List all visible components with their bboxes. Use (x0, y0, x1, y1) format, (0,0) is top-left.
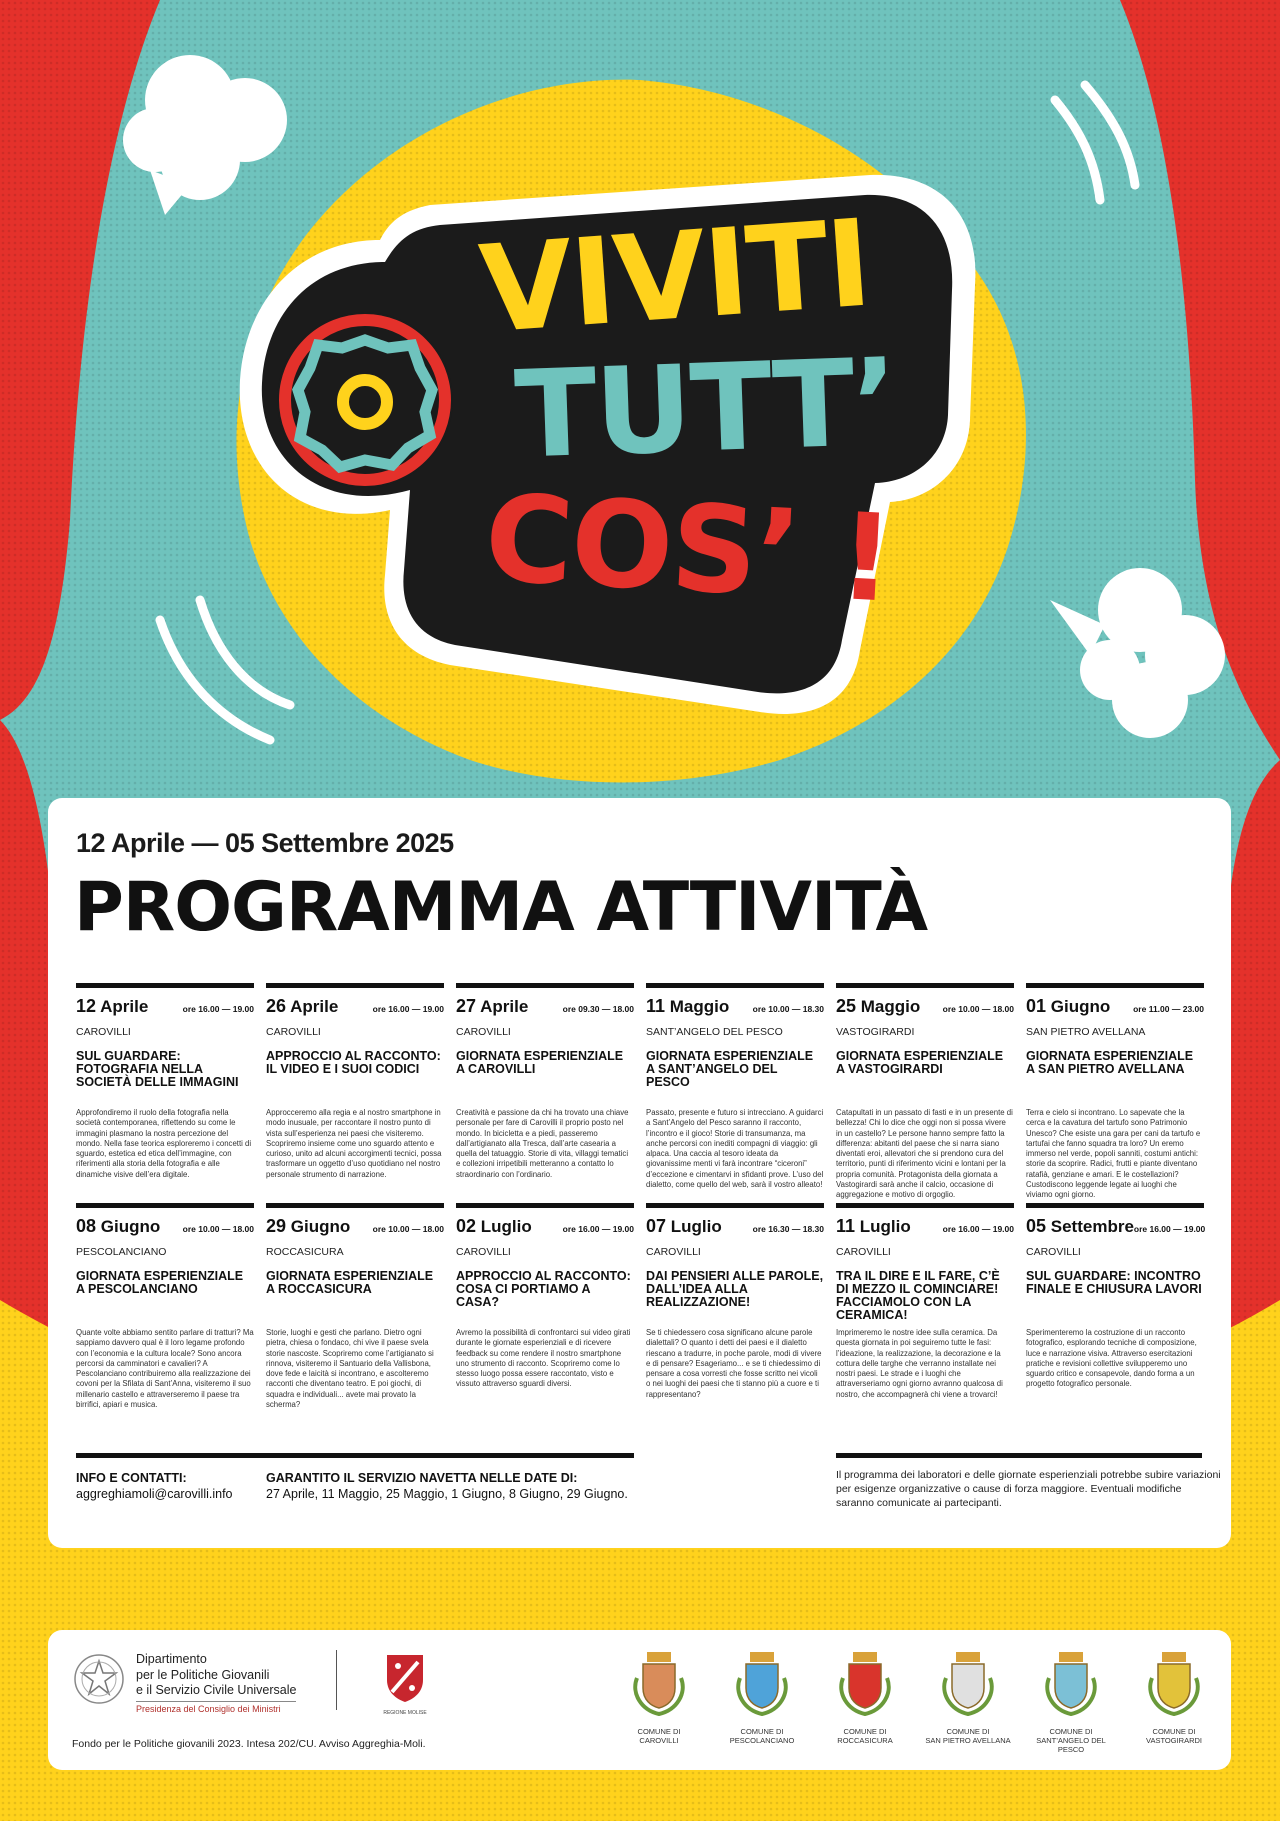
program-title: PROGRAMMA ATTIVITÀ (74, 868, 928, 947)
event-month: Giugno (1050, 997, 1111, 1016)
event-time: ore 09.30 — 18.00 (562, 1004, 634, 1014)
event-place: CAROVILLI (646, 1246, 701, 1258)
event-header (266, 996, 444, 1018)
event-time: ore 16.30 — 18.30 (752, 1224, 824, 1234)
event-date (646, 996, 729, 1017)
event-place: CAROVILLI (456, 1246, 511, 1258)
event-date (76, 996, 148, 1017)
municipality-prefix: COMUNE DI (740, 1727, 784, 1736)
program-note: Il programma dei laboratori e delle giornate esperienziali potrebbe subire variazioni per esigenze organizzative o cause di forza maggiore. Eventuali modifiche saranno comunicate ai partecipanti. (836, 1469, 1221, 1510)
event-title: GIORNATA ESPERIENZIALE A SANT’ANGELO DEL PESCO (646, 1049, 814, 1090)
event-place: SAN PIETRO AVELLANA (1026, 1026, 1146, 1038)
event-header (76, 996, 254, 1018)
event-title: TRA IL DIRE E IL FARE, C’È DI MEZZO IL COMINCIARE! FACCIAMOLO CON LA CERAMICA! (836, 1269, 1000, 1323)
event-card (76, 1203, 254, 1410)
event-title: DAI PENSIERI ALLE PAROLE, DALL’IDEA ALLA REALIZZAZIONE! (646, 1269, 824, 1310)
event-description: Sperimenteremo la costruzione di un racconto fotografico, esplorando tecniche di composizione, luce e narrazione visiva. Attraverso esercitazioni pratiche e revisioni collettive svilupperemo uno sguardo critico e consapevole, dando forma a un progetto fotografico personale. (1026, 1328, 1197, 1389)
event-time: ore 10.00 — 18.00 (942, 1004, 1014, 1014)
event-card (266, 983, 444, 1180)
event-day: 27 (456, 996, 477, 1016)
event-description: Avremo la possibilità di confrontarci sui video girati durante le giornate esperienziali e di ricevere feedback su come rendere il nostro smartphone uno strumento di racconto. Scopriremo come lo stesso luogo possa essere raccontato, visto e vissuto attraverso sguardi diversi. (456, 1328, 631, 1389)
event-place: CAROVILLI (1026, 1246, 1081, 1258)
event-description: Imprimeremo le nostre idee sulla ceramica. Da questa giornata in poi seguiremo tutte le fasi: l’ideazione, la realizzazione, la decorazione e la cottura delle targhe che verranno installate nei nostri paesi. Le strade e i luoghi che attraverseriamo ogni giorno avranno qualcosa di nostro, che accompagnerà chi viene a trovarci! (836, 1328, 1003, 1399)
event-title: SUL GUARDARE: FOTOGRAFIA NELLA SOCIETÀ DELLE IMMAGINI (76, 1049, 239, 1090)
event-month: Maggio (860, 997, 921, 1016)
municipality-prefix: COMUNE DI (637, 1727, 681, 1736)
program-panel (48, 798, 1231, 1548)
event-time: ore 10.00 — 18.30 (752, 1004, 824, 1014)
event-day: 26 (266, 996, 287, 1016)
event-title: GIORNATA ESPERIENZIALE A SAN PIETRO AVELLANA (1026, 1049, 1194, 1077)
event-day: 12 (76, 996, 97, 1016)
event-card (76, 983, 254, 1180)
municipality-crest (717, 1648, 807, 1745)
municipality-name: PESCOLANCIANO (729, 1736, 795, 1745)
municipality-crest (1129, 1648, 1219, 1745)
event-month: Settembre (1050, 1217, 1134, 1236)
municipality-prefix: COMUNE DI (843, 1727, 887, 1736)
event-date (1026, 996, 1110, 1017)
department-name (136, 1652, 296, 1702)
event-day: 02 (456, 1216, 477, 1236)
crest-icon (1039, 1648, 1103, 1718)
footer-panel (48, 1630, 1231, 1770)
presidenza-label: Presidenza del Consiglio dei Ministri (136, 1704, 281, 1714)
event-place: CAROVILLI (266, 1026, 321, 1038)
event-header (456, 996, 634, 1018)
fondo-text: Fondo per le Politiche giovanili 2023. Intesa 202/CU. Avviso Aggreghia-Moli. (72, 1738, 426, 1750)
municipality-crest (614, 1648, 704, 1745)
event-time: ore 16.00 — 19.00 (942, 1224, 1014, 1234)
event-day: 11 (836, 1216, 856, 1236)
event-description: Quante volte abbiamo sentito parlare di tratturi? Ma sappiamo davvero qual è il loro legame profondo con l’economia e la cultura locale? Sono ancora percorsi da camminatori e cavalieri? A Pescolanciano contribuiremo alla realizzazione dei covoni per la Sfilata di Sant’Anna, visiteremo il suo millenario castello e attraverseremo il paese tra birrifici, apiari e musica. (76, 1328, 254, 1409)
event-time: ore 16.00 — 19.00 (372, 1004, 444, 1014)
logo-line-cos: COS’ ! (481, 469, 895, 630)
info-email[interactable]: aggreghiamoli@carovilli.info (76, 1487, 233, 1501)
event-description: Approfondiremo il ruolo della fotografia nella società contemporanea, riflettendo su come le immagini plasmano la nostra percezione del mondo. Nella fase teorica esploreremo i concetti di sguardo, estetica ed etica dell’immagine, con riferimenti alla storia della fotografia e alle dinamiche visive dell’era digitale. (76, 1108, 252, 1179)
event-month: Luglio (670, 1217, 722, 1236)
event-place: CAROVILLI (76, 1026, 131, 1038)
event-header (1026, 996, 1204, 1018)
event-header (456, 1216, 634, 1238)
event-header (646, 1216, 824, 1238)
event-title: GIORNATA ESPERIENZIALE A ROCCASICURA (266, 1269, 434, 1297)
event-day: 25 (836, 996, 857, 1016)
event-place: PESCOLANCIANO (76, 1246, 167, 1258)
event-description: Catapultati in un passato di fasti e in un presente di bellezza! Chi lo dice che oggi non si possa vivere in un castello? Le persone hanno sempre fatto la differenza: abitanti del paese che si narra siano diventati eroi, allevatori che si prendono cura del territorio, punti di riferimento vicini e lontani per la propria comunità. Protagonista della giornata a Vastogirardi sarà anche il calcio, occasione di aggregazione e motivo di orgoglio. (836, 1108, 1013, 1200)
municipality-label (614, 1727, 704, 1745)
dept-line-3: e il Servizio Civile Universale (136, 1683, 297, 1698)
event-date (646, 1216, 722, 1237)
event-card (456, 983, 634, 1180)
event-description: Approcceremo alla regia e al nostro smartphone in modo inusuale, per raccontare il nostro punto di vista sull’esperienza nei paesi che visiteremo. Scopriremo insieme come uno sguardo attento e curioso, unito ad alcuni accorgimenti tecnici, possa trasformare un oggetto d’uso quotidiano nel nostro personale strumento di narrazione. (266, 1108, 442, 1179)
event-date (266, 1216, 350, 1237)
event-date (266, 996, 338, 1017)
event-place: SANT’ANGELO DEL PESCO (646, 1026, 783, 1038)
event-header (76, 1216, 254, 1238)
event-month: Aprile (100, 997, 149, 1016)
regione-molise-shield-icon (384, 1652, 426, 1704)
event-description: Storie, luoghi e gesti che parlano. Dietro ogni pietra, chiesa o fondaco, chi vive il paese svela storie nascoste. Scopriremo come l’artigianato si rinnova, visiteremo il Santuario della Vallisbona, dove fede e laicità si incontrano, e ascolteremo racconti che diventano teatro. E poi giochi, di squadra e individuali... avete mai provato la scherma? (266, 1328, 434, 1409)
logo-line-tutt: TUTT’ (512, 333, 899, 486)
event-card (266, 1203, 444, 1410)
event-date (456, 996, 528, 1017)
municipality-label (820, 1727, 910, 1745)
info-divider (76, 1453, 634, 1458)
shuttle-label: GARANTITO IL SERVIZIO NAVETTA NELLE DATE DI: (266, 1471, 578, 1485)
event-description: Terra e cielo si incontrano. Lo sapevate che la cerca e la cavatura del tartufo sono Patrimonio Unesco? Che esiste una gara per cani da tartufo e tartufai che fanno squadra tra loro? Un eremo immerso nel verde, popoli sanniti, costumi antichi: storie da scoprire. Radici, frutti e piante diventano ratafià, genziane e amari. E le costellazioni? Custodiscono leggende legate ai luoghi che viviamo ogni giorno. (1026, 1108, 1201, 1200)
event-title: GIORNATA ESPERIENZIALE A PESCOLANCIANO (76, 1269, 244, 1297)
event-date (1026, 1216, 1134, 1237)
event-date (76, 1216, 160, 1237)
event-day: 05 (1026, 1216, 1047, 1236)
municipality-name: ROCCASICURA (837, 1736, 893, 1745)
event-title: GIORNATA ESPERIENZIALE A CAROVILLI (456, 1049, 624, 1077)
municipality-name: CAROVILLI (639, 1736, 679, 1745)
municipality-label (717, 1727, 807, 1745)
event-day: 29 (266, 1216, 287, 1236)
event-day: 11 (646, 996, 666, 1016)
municipality-name: VASTOGIRARDI (1146, 1736, 1202, 1745)
event-time: ore 11.00 — 23.00 (1133, 1004, 1204, 1014)
event-month: Giugno (290, 1217, 351, 1236)
program-dates: 12 Aprile — 05 Settembre 2025 (76, 828, 454, 858)
event-month: Giugno (100, 1217, 161, 1236)
event-title: GIORNATA ESPERIENZIALE A VASTOGIRARDI (836, 1049, 1004, 1077)
info-label: INFO E CONTATTI: (76, 1471, 187, 1485)
event-description: Creatività e passione da chi ha trovato una chiave personale per fare di Carovilli il proprio posto nel mondo. In bicicletta e a piedi, passeremo dall’artigianato alla Tresca, dall’arte casearia a quella del tatuaggio. Storie di vita, villaggi tematici e collezioni irripetibili metteranno a contatto lo straordinario con l’ordinario. (456, 1108, 629, 1179)
event-time: ore 10.00 — 18.00 (372, 1224, 444, 1234)
event-description: Se ti chiedessero cosa significano alcune parole dialettali? O quanto i detti dei paesi e il dialetto riescano a tradurre, in poche parole, modi di vivere e di pensare? Esageriamo... e se ti chiedessimo di pensare a cosa vorresti che fosse scritto nei vicoli o nei luoghi dei paesi che ti stanno più a cuore e ti rappresentano? (646, 1328, 822, 1399)
event-time: ore 16.00 — 19.00 (1133, 1224, 1206, 1234)
crest-icon (1142, 1648, 1206, 1718)
event-card (1026, 983, 1204, 1201)
event-place: CAROVILLI (836, 1246, 891, 1258)
logo-block (0, 0, 1280, 800)
crest-icon (627, 1648, 691, 1718)
event-day: 01 (1026, 996, 1047, 1016)
event-day: 07 (646, 1216, 667, 1236)
event-date (836, 996, 920, 1017)
event-time: ore 10.00 — 18.00 (182, 1224, 254, 1234)
municipality-crest (923, 1648, 1013, 1745)
event-day: 08 (76, 1216, 97, 1236)
footer-divider (336, 1650, 337, 1710)
event-title: SUL GUARDARE: INCONTRO FINALE E CHIUSURA LAVORI (1026, 1269, 1202, 1297)
event-description: Passato, presente e futuro si intrecciano. A guidarci a Sant’Angelo del Pesco saranno il racconto, l’incontro e il gioco! Storie di transumanza, ma anche percorsi con inediti compagni di viaggio: gli alpaca. Una caccia al tesoro ideata da giovanissime menti vi farà incontrare “ciceroni” d’eccezione e cimentarvi in sfidanti prove. L’uso del dialetto, come quello del web, sarà il vostro alleato! (646, 1108, 824, 1189)
municipality-label (1129, 1727, 1219, 1745)
logo-line-viviti: VIVITI (475, 194, 874, 361)
event-month: Luglio (859, 1217, 911, 1236)
municipality-name: SAN PIETRO AVELLANA (925, 1736, 1011, 1745)
event-card (456, 1203, 634, 1390)
event-time: ore 16.00 — 19.00 (562, 1224, 634, 1234)
dept-line-1: Dipartimento (136, 1652, 207, 1666)
municipality-label (923, 1727, 1013, 1745)
event-card (836, 983, 1014, 1201)
event-month: Aprile (290, 997, 339, 1016)
note-divider (836, 1453, 1202, 1458)
dept-line-2: per le Politiche Giovanili (136, 1667, 270, 1682)
crest-icon (730, 1648, 794, 1718)
municipality-label (1026, 1727, 1116, 1754)
event-place: CAROVILLI (456, 1026, 511, 1038)
event-header (836, 1216, 1014, 1238)
event-place: VASTOGIRARDI (836, 1026, 915, 1038)
shuttle-dates: 27 Aprile, 11 Maggio, 25 Maggio, 1 Giugno, 8 Giugno, 29 Giugno. (266, 1487, 628, 1501)
municipality-crest (820, 1648, 910, 1745)
municipality-prefix: COMUNE DI (946, 1727, 990, 1736)
event-place: ROCCASICURA (266, 1246, 344, 1258)
municipality-crest (1026, 1648, 1116, 1754)
event-month: Luglio (480, 1217, 532, 1236)
event-date (836, 1216, 911, 1237)
municipality-name: SANT’ANGELO DEL PESCO (1036, 1736, 1106, 1754)
event-month: Maggio (669, 997, 730, 1016)
event-header (1026, 1216, 1204, 1238)
italy-emblem-icon (72, 1652, 126, 1706)
event-card (646, 1203, 824, 1400)
event-header (266, 1216, 444, 1238)
event-header (646, 996, 824, 1018)
municipality-prefix: COMUNE DI (1049, 1727, 1093, 1736)
regione-label: REGIONE MOLISE (383, 1710, 427, 1716)
event-date (456, 1216, 532, 1237)
crest-icon (833, 1648, 897, 1718)
event-card (1026, 1203, 1204, 1390)
event-time: ore 16.00 — 19.00 (182, 1004, 254, 1014)
event-card (646, 983, 824, 1190)
municipality-prefix: COMUNE DI (1152, 1727, 1196, 1736)
event-title: APPROCCIO AL RACCONTO: COSA CI PORTIAMO A CASA? (456, 1269, 631, 1310)
event-header (836, 996, 1014, 1018)
event-month: Aprile (480, 997, 529, 1016)
event-card (836, 1203, 1014, 1400)
crest-icon (936, 1648, 1000, 1718)
event-title: APPROCCIO AL RACCONTO: IL VIDEO E I SUOI CODICI (266, 1049, 441, 1077)
